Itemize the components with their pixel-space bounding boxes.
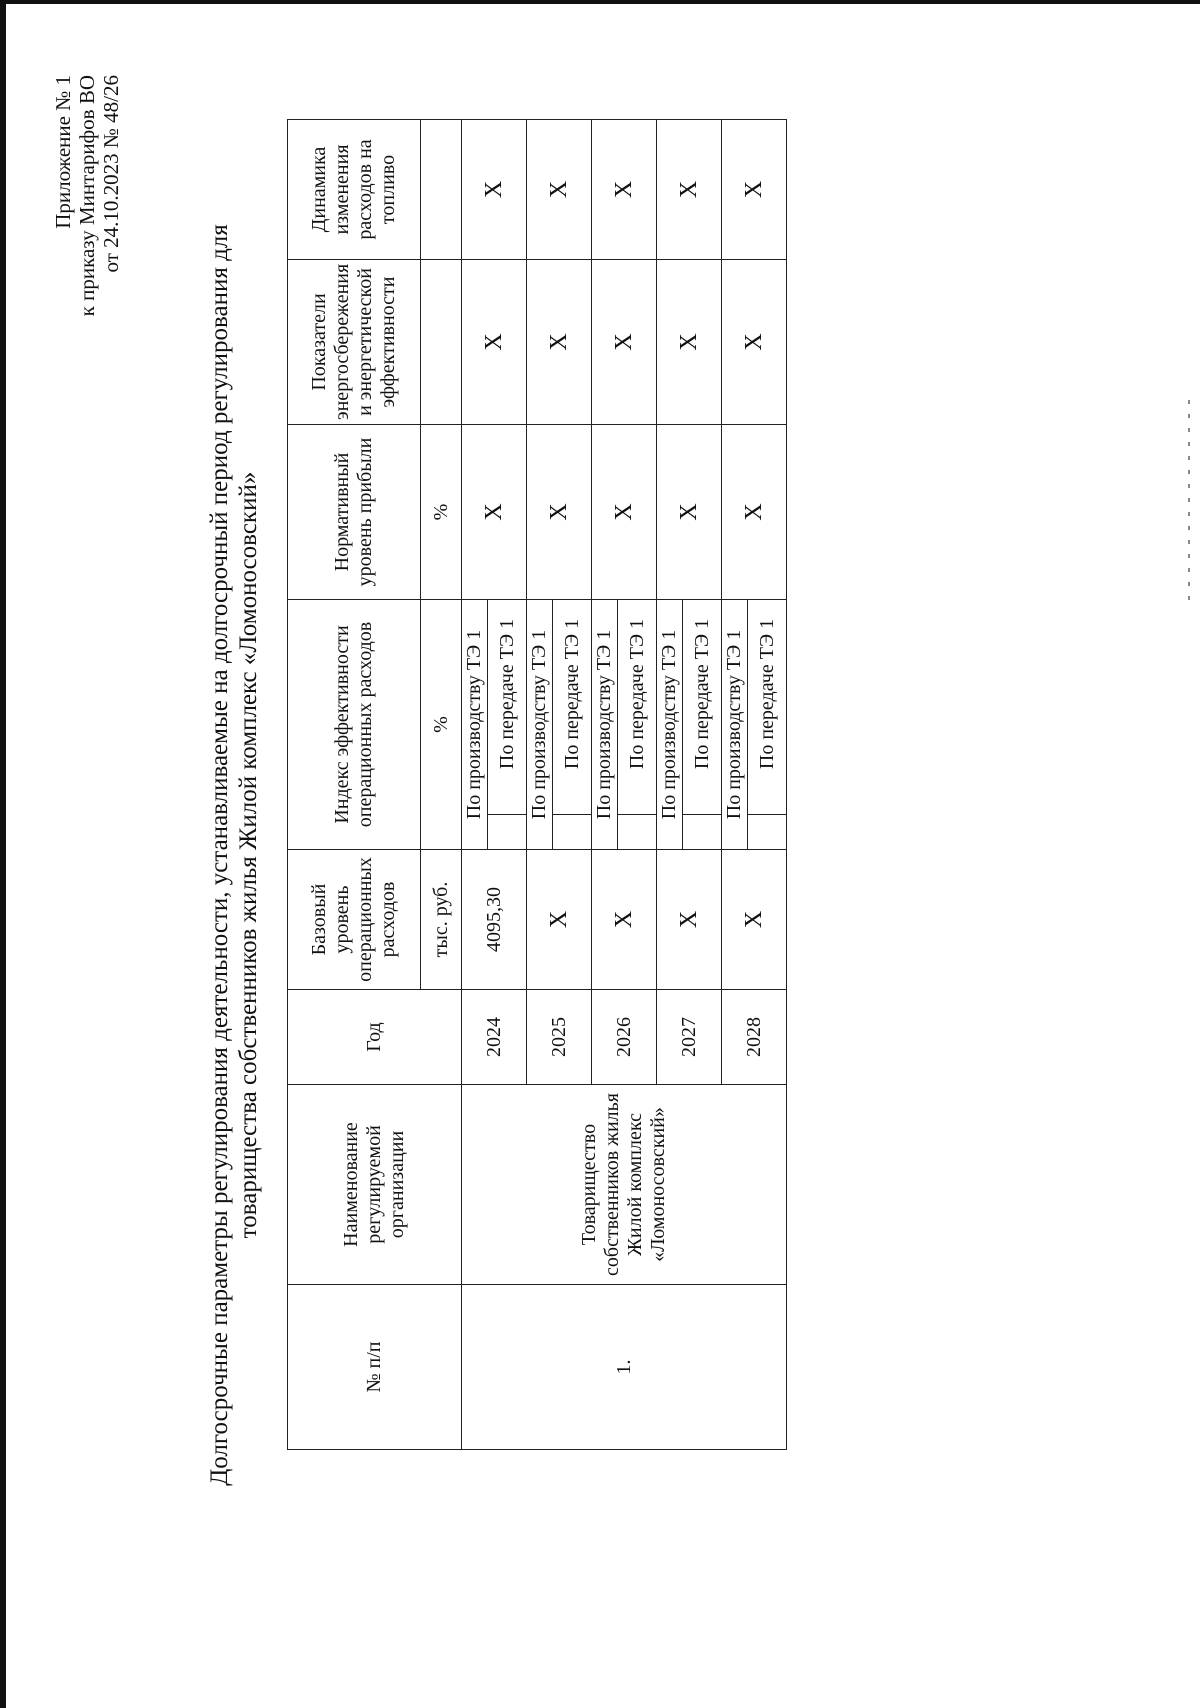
unit-base-opex: тыс. руб. xyxy=(421,849,462,989)
index-production-label: По производству ТЭ 1 xyxy=(592,599,618,849)
appendix-line-3: от 24.10.2023 № 48/26 xyxy=(99,75,123,273)
year-cell: 2027 xyxy=(657,990,722,1085)
header-num: № п/п xyxy=(288,1285,462,1450)
row-number: 1. xyxy=(462,1285,787,1450)
index-production-label: По производству ТЭ 1 xyxy=(722,599,748,849)
index-transfer-label: По передаче ТЭ 1 xyxy=(748,599,787,814)
appendix-block xyxy=(51,75,123,316)
header-fuel-dynamics: Динамика изменения расходов на топливо xyxy=(288,119,421,259)
base-opex-value: Х xyxy=(527,849,592,989)
appendix-line-1: Приложение № 1 xyxy=(51,75,75,229)
base-opex-value: Х xyxy=(657,849,722,989)
document-title xyxy=(205,195,263,1515)
header-efficiency-index: Индекс эффективности операционных расходов xyxy=(288,599,421,849)
year-cell: 2024 xyxy=(462,990,527,1085)
header-year: Год xyxy=(288,990,462,1085)
document-title-line-1: Долгосрочные параметры регулирования деятельности, устанавливаемые на долгосрочный период регулирования для xyxy=(206,224,233,1486)
profit-x-mark: Х xyxy=(657,424,722,599)
base-opex-value: Х xyxy=(722,849,787,989)
index-production-label: По производству ТЭ 1 xyxy=(527,599,553,849)
document-title-line-2: товарищества собственников жилья Жилой комплекс «Ломоносовский» xyxy=(235,471,262,1239)
unit-energy-saving xyxy=(421,259,462,424)
energy-x-mark: Х xyxy=(462,259,527,424)
document-sheet xyxy=(45,45,1155,1665)
scan-artifact xyxy=(1188,400,1190,600)
index-transfer-label: По передаче ТЭ 1 xyxy=(553,599,592,814)
header-base-opex: Базовый уровень операционных расходов xyxy=(288,849,421,989)
index-transfer-label: По передаче ТЭ 1 xyxy=(618,599,657,814)
index-transfer-label: По передаче ТЭ 1 xyxy=(683,599,722,814)
header-org: Наименование регулируемой организации xyxy=(288,1085,462,1285)
unit-profit-level: % xyxy=(421,424,462,599)
fuel-x-mark: Х xyxy=(527,119,592,259)
index-production-label: По производству ТЭ 1 xyxy=(462,599,488,849)
profit-x-mark: Х xyxy=(527,424,592,599)
fuel-x-mark: Х xyxy=(462,119,527,259)
table-row-2024 xyxy=(462,119,488,1449)
fuel-x-mark: Х xyxy=(657,119,722,259)
appendix-line-2: к приказу Минтарифов ВО xyxy=(75,75,99,317)
base-opex-value: 4095,30 xyxy=(462,849,527,989)
index-production-label: По производству ТЭ 1 xyxy=(657,599,683,849)
unit-fuel-dynamics xyxy=(421,119,462,259)
year-cell: 2025 xyxy=(527,990,592,1085)
energy-x-mark: Х xyxy=(527,259,592,424)
energy-x-mark: Х xyxy=(722,259,787,424)
profit-x-mark: Х xyxy=(722,424,787,599)
year-cell: 2026 xyxy=(592,990,657,1085)
index-transfer-label: По передаче ТЭ 1 xyxy=(488,599,527,814)
fuel-x-mark: Х xyxy=(722,119,787,259)
header-profit-level: Нормативный уровень прибыли xyxy=(288,424,421,599)
scan-border-left xyxy=(0,0,6,1708)
year-cell: 2028 xyxy=(722,990,787,1085)
base-opex-value: Х xyxy=(592,849,657,989)
organization-name: Товарищество собственников жилья Жилой комплекс «Ломоносовский» xyxy=(462,1085,787,1285)
profit-x-mark: Х xyxy=(462,424,527,599)
unit-efficiency-index: % xyxy=(421,599,462,849)
header-energy-saving: Показатели энергосбережения и энергетической эффективности xyxy=(288,259,421,424)
parameters-table xyxy=(287,119,787,1450)
fuel-x-mark: Х xyxy=(592,119,657,259)
scan-border-top xyxy=(0,0,1200,4)
energy-x-mark: Х xyxy=(592,259,657,424)
energy-x-mark: Х xyxy=(657,259,722,424)
profit-x-mark: Х xyxy=(592,424,657,599)
